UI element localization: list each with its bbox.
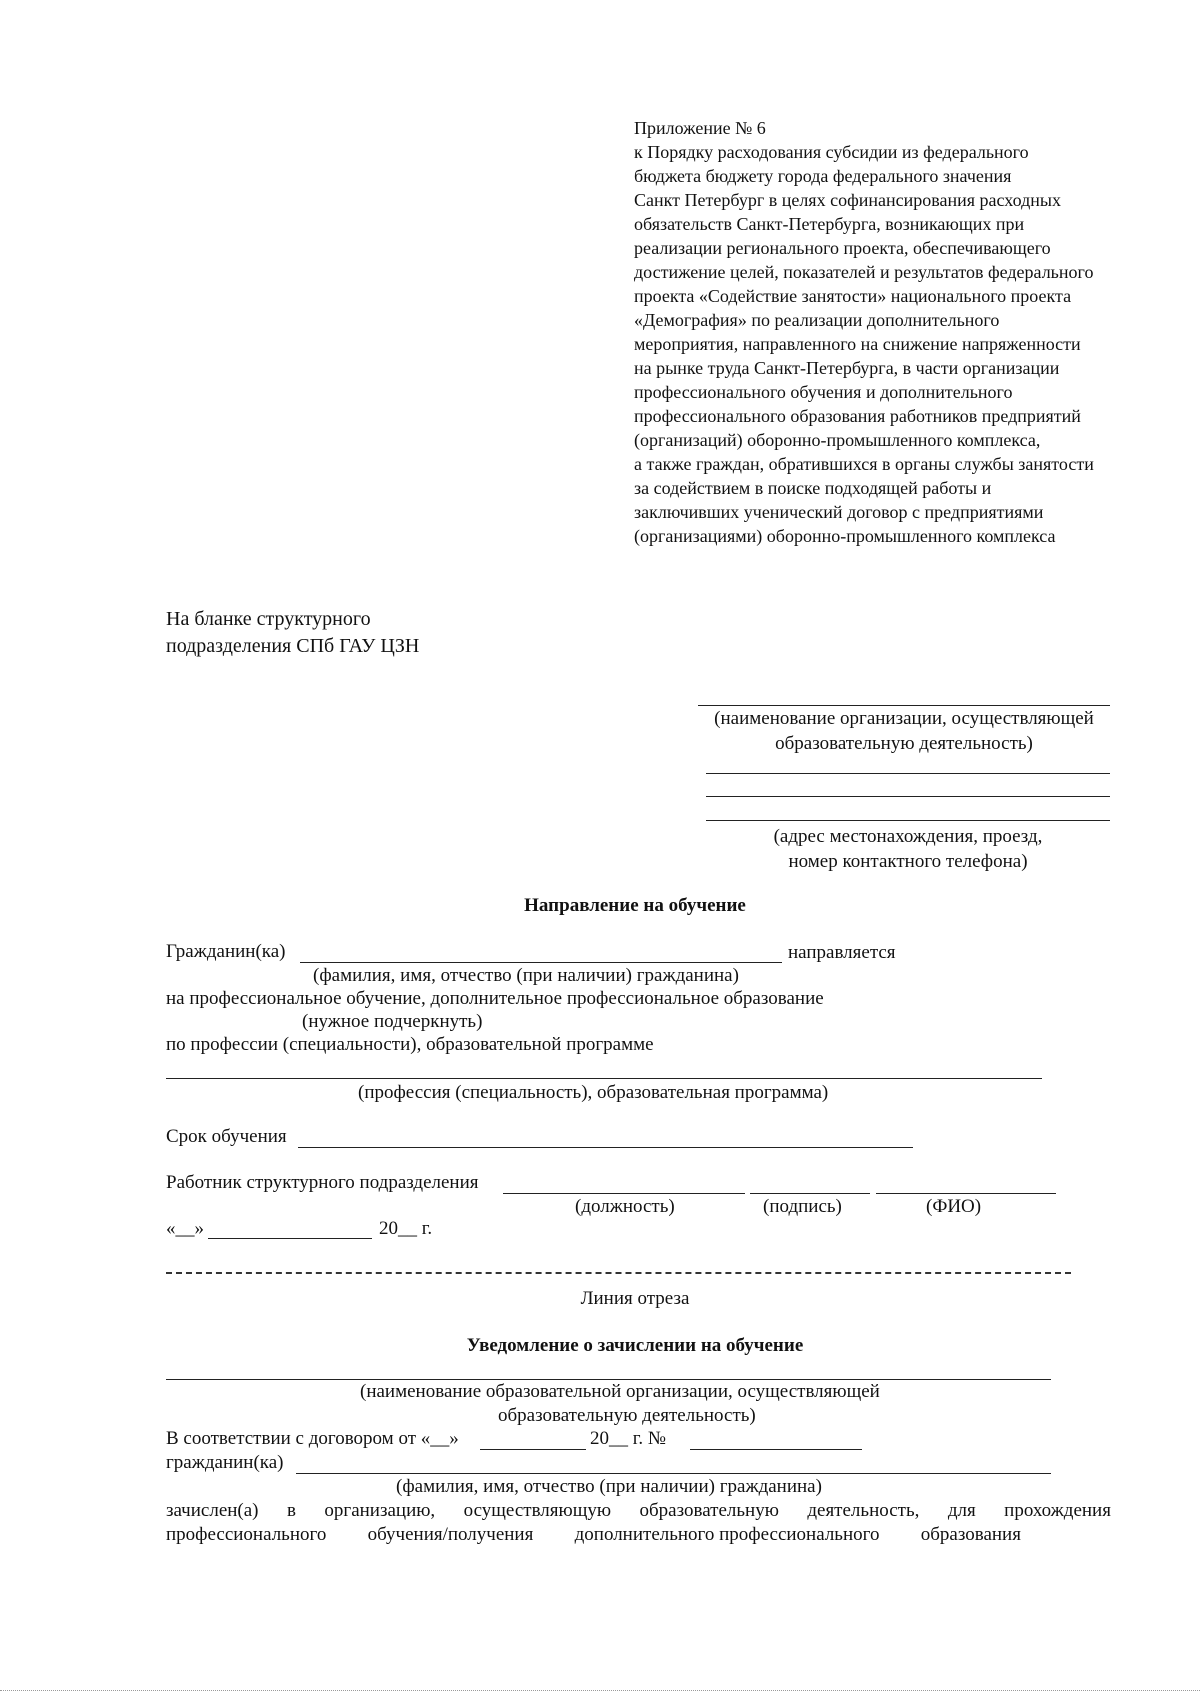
training-line: на профессиональное обучение, дополнительное профессиональное образование bbox=[166, 988, 824, 1009]
notice-org-caption-2: образовательную деятельность) bbox=[498, 1405, 756, 1426]
appendix-line: к Порядку расходования субсидии из федерального bbox=[634, 142, 1029, 162]
education-line bbox=[166, 1524, 1021, 1546]
directed-text: направляется bbox=[788, 942, 896, 963]
blank-note bbox=[166, 606, 419, 660]
appendix-line: за содействием в поиске подходящей работы и bbox=[634, 478, 992, 498]
contract-number-line[interactable] bbox=[690, 1449, 862, 1450]
appendix-line: достижение целей, показателей и результатов федерального bbox=[634, 262, 1094, 282]
appendix-line: «Демография» по реализации дополнительного bbox=[634, 310, 1000, 330]
appendix-line: а также граждан, обратившихся в органы службы занятости bbox=[634, 454, 1094, 474]
cut-line bbox=[166, 1272, 1071, 1274]
address-line-2[interactable] bbox=[706, 796, 1110, 797]
appendix-line: реализации регионального проекта, обеспечивающего bbox=[634, 238, 1051, 258]
date-month-line[interactable] bbox=[208, 1238, 372, 1239]
enrolled-word: для bbox=[947, 1500, 976, 1521]
appendix-line: (организаций) оборонно-промышленного комплекса, bbox=[634, 430, 1041, 450]
blank-note-line-1: На бланке структурного bbox=[166, 608, 371, 630]
program-line: по профессии (специальности), образовательной программе bbox=[166, 1034, 654, 1055]
notice-org-line[interactable] bbox=[166, 1379, 1051, 1380]
citizen-label: Гражданин(ка) bbox=[166, 941, 286, 962]
appendix-line: на рынке труда Санкт-Петербурга, в части организации bbox=[634, 358, 1060, 378]
scan-edge bbox=[0, 1690, 1200, 1691]
address-caption-1: (адрес местонахождения, проезд, bbox=[773, 826, 1043, 847]
cut-label: Линия отреза bbox=[580, 1288, 690, 1309]
education-word: обучения/получения bbox=[367, 1524, 534, 1545]
education-word: образования bbox=[920, 1524, 1021, 1545]
enrolled-word: образовательную bbox=[639, 1500, 779, 1521]
worker-fio-blank-line[interactable] bbox=[876, 1193, 1056, 1194]
date-year: 20__ г. bbox=[379, 1218, 433, 1239]
appendix-line: Приложение № 6 bbox=[634, 118, 766, 138]
address-caption-2: номер контактного телефона) bbox=[788, 851, 1028, 872]
appendix-block bbox=[634, 116, 1094, 548]
notice-org-caption-1: (наименование образовательной организации, осуществляющей bbox=[360, 1381, 880, 1402]
enrolled-line bbox=[166, 1500, 1111, 1522]
org-name-line[interactable] bbox=[698, 705, 1110, 706]
contract-year: 20__ г. № bbox=[590, 1428, 667, 1449]
appendix-line: профессионального образования работников предприятий bbox=[634, 406, 1081, 426]
org-caption-1: (наименование организации, осуществляющей bbox=[714, 708, 1094, 729]
signature-caption: (подпись) bbox=[763, 1196, 842, 1217]
program-blank-line[interactable] bbox=[166, 1078, 1042, 1079]
position-blank-line[interactable] bbox=[503, 1193, 745, 1194]
enrolled-word: прохождения bbox=[1004, 1500, 1111, 1521]
appendix-line: мероприятия, направленного на снижение напряженности bbox=[634, 334, 1081, 354]
appendix-line: проекта «Содействие занятости» национального проекта bbox=[634, 286, 1072, 306]
program-caption: (профессия (специальность), образовательная программа) bbox=[358, 1082, 829, 1103]
position-caption: (должность) bbox=[575, 1196, 675, 1217]
appendix-line: профессионального обучения и дополнительного bbox=[634, 382, 1013, 402]
address-line-1[interactable] bbox=[706, 773, 1110, 774]
fio-short-caption: (ФИО) bbox=[926, 1196, 982, 1217]
blank-note-line-2: подразделения СПб ГАУ ЦЗН bbox=[166, 635, 420, 657]
fio-caption: (фамилия, имя, отчество (при наличии) гражданина) bbox=[313, 965, 739, 986]
contract-month-line[interactable] bbox=[480, 1449, 586, 1450]
underline-note: (нужное подчеркнуть) bbox=[302, 1011, 483, 1032]
address-line-3[interactable] bbox=[706, 820, 1110, 821]
appendix-line: (организациями) оборонно-промышленного комплекса bbox=[634, 526, 1056, 546]
term-label: Срок обучения bbox=[166, 1126, 287, 1147]
date-day: «__» bbox=[166, 1218, 204, 1239]
education-word: профессионального bbox=[166, 1524, 327, 1545]
appendix-line: обязательств Санкт-Петербурга, возникающих при bbox=[634, 214, 1025, 234]
citizen-fio-line[interactable] bbox=[300, 962, 782, 963]
enrolled-word: в bbox=[286, 1500, 296, 1521]
appendix-line: Санкт Петербург в целях софинансирования расходных bbox=[634, 190, 1061, 210]
org-caption-2: образовательную деятельность) bbox=[775, 733, 1033, 754]
notice-title: Уведомление о зачислении на обучение bbox=[466, 1335, 804, 1356]
enrolled-word: осуществляющую bbox=[463, 1500, 612, 1521]
notice-citizen-line[interactable] bbox=[296, 1473, 1051, 1474]
term-blank-line[interactable] bbox=[298, 1147, 913, 1148]
notice-fio-caption: (фамилия, имя, отчество (при наличии) гражданина) bbox=[396, 1476, 822, 1497]
enrolled-word: зачислен(а) bbox=[166, 1500, 259, 1521]
contract-prefix: В соответствии с договором от «__» bbox=[166, 1428, 459, 1449]
notice-citizen-label: гражданин(ка) bbox=[166, 1452, 284, 1473]
enrolled-word: организацию, bbox=[324, 1500, 436, 1521]
enrolled-word: деятельность, bbox=[807, 1500, 920, 1521]
signature-blank-line[interactable] bbox=[750, 1193, 870, 1194]
appendix-line: бюджета бюджету города федерального значения bbox=[634, 166, 1012, 186]
appendix-line: заключивших ученический договор с предприятиями bbox=[634, 502, 1044, 522]
worker-label: Работник структурного подразделения bbox=[166, 1172, 479, 1193]
education-word: дополнительного профессионального bbox=[574, 1524, 880, 1545]
referral-title: Направление на обучение bbox=[524, 895, 746, 916]
